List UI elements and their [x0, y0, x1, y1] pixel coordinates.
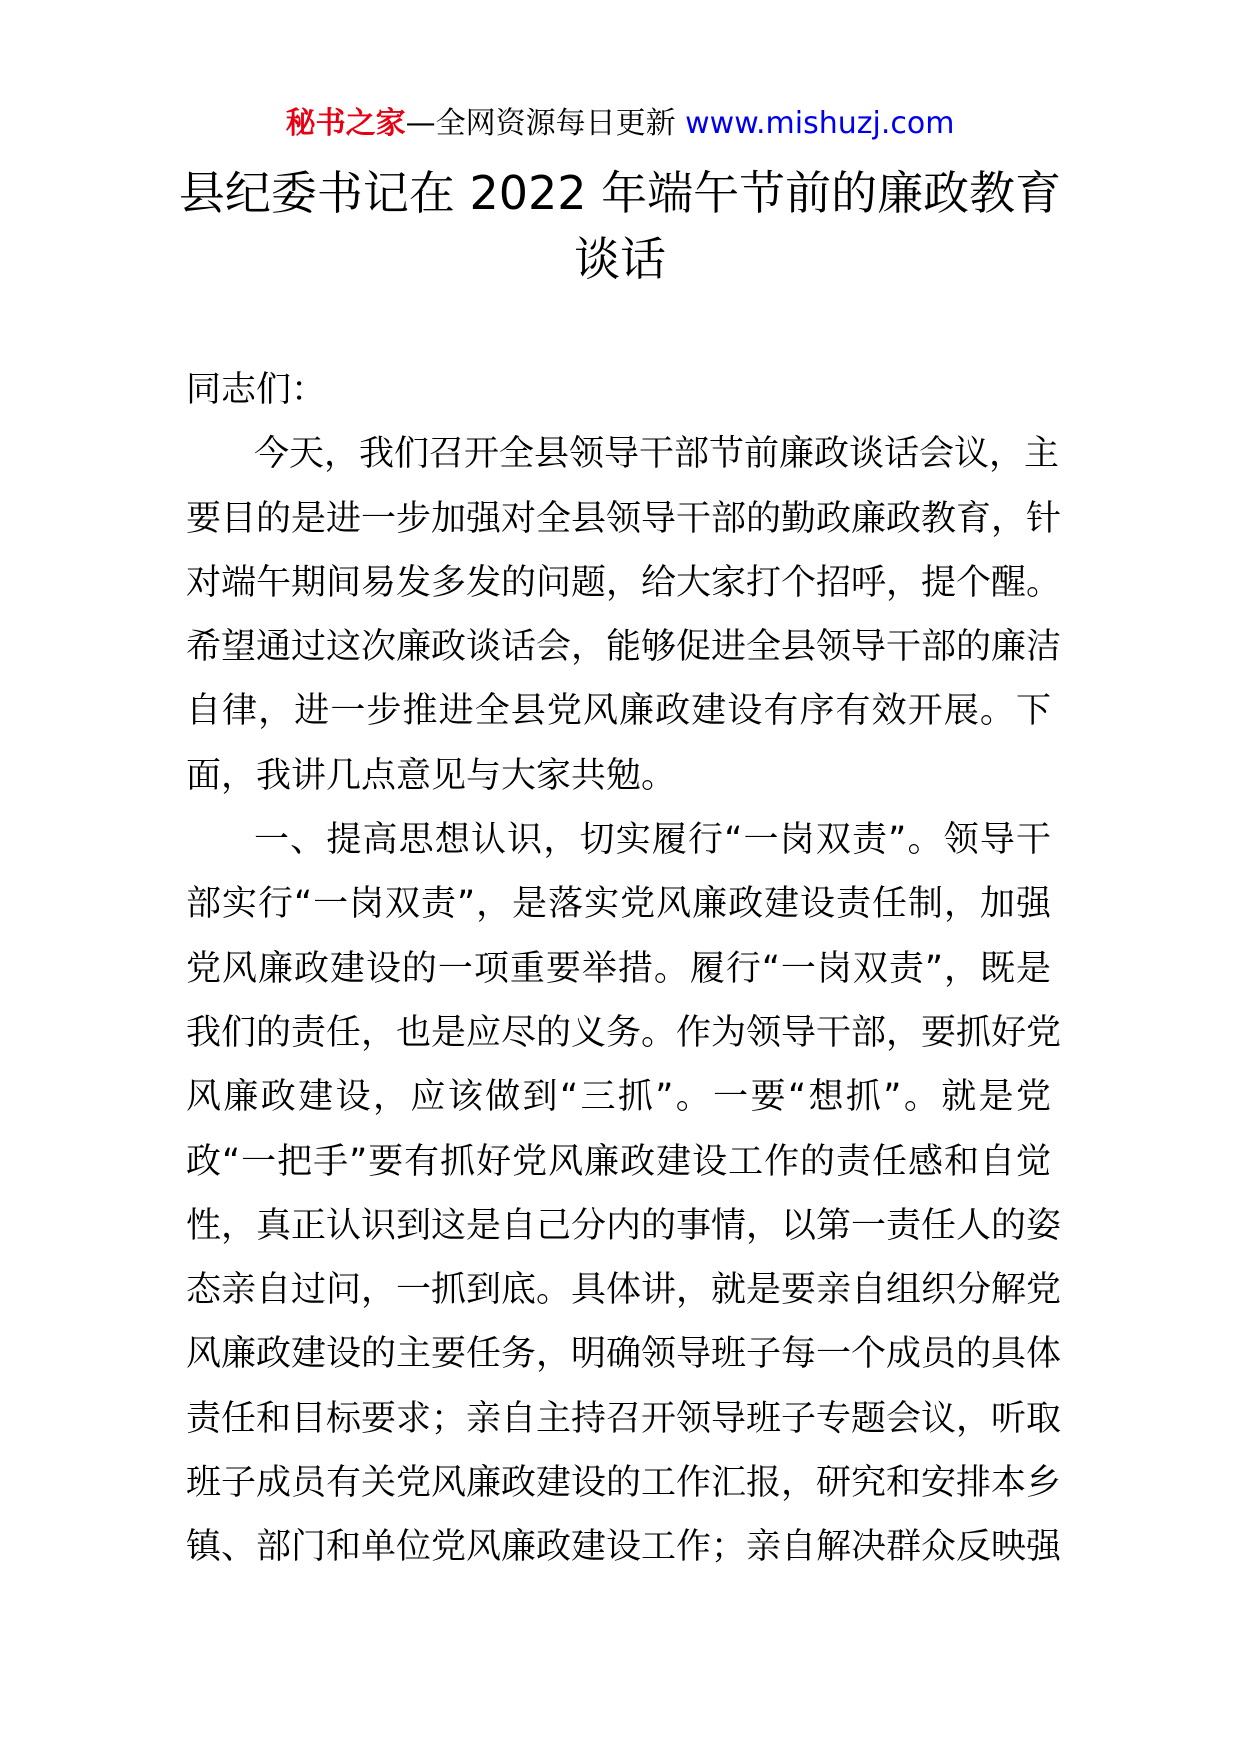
body-line: 今天，我们召开全县领导干部节前廉政谈话会议，主: [254, 434, 1060, 475]
body-line: 责任和目标要求；亲自主持召开领导班子专题会议，听取: [186, 1398, 1062, 1439]
body-line: 性，真正认识到这是自己分内的事情，以第一责任人的姿: [186, 1205, 1062, 1246]
body-line: 风廉政建设，应该做到“三抓”。一要“想抓”。就是党: [186, 1077, 1051, 1118]
site-slogan: —全网资源每日更新: [405, 106, 686, 141]
body-line: 要目的是进一步加强对全县领导干部的勤政廉政教育，针: [186, 498, 1062, 539]
body-line: 党风廉政建设的一项重要举措。履行“一岗双责”，既是: [186, 948, 1051, 989]
site-url-link[interactable]: www.mishuzj.com: [685, 106, 955, 141]
document-title: [160, 160, 1080, 292]
site-brand: 秘书之家: [285, 106, 406, 141]
body-line: 自律，进一步推进全县党风廉政建设有序有效开展。下: [186, 691, 1051, 732]
body-line: 镇、部门和单位党风廉政建设工作；亲自解决群众反映强: [186, 1527, 1062, 1568]
body-line: 对端午期间易发多发的问题，给大家打个招呼，提个醒。: [186, 562, 1062, 603]
document-body: [186, 358, 1062, 1580]
site-header: [0, 102, 1240, 146]
document-title-line-1: 县纪委书记在 2022 年端午节前的廉政教育: [178, 166, 1062, 220]
body-line: 政“一把手”要有抓好党风廉政建设工作的责任感和自觉: [186, 1141, 1051, 1182]
greeting: 同志们：: [186, 370, 327, 410]
body-line: 我们的责任，也是应尽的义务。作为领导干部，要抓好党: [186, 1012, 1062, 1053]
body-line: 班子成员有关党风廉政建设的工作汇报，研究和安排本乡: [186, 1463, 1062, 1504]
body-line: 风廉政建设的主要任务，明确领导班子每一个成员的具体: [186, 1334, 1062, 1375]
document-title-line-2: 谈话: [574, 232, 666, 286]
body-line: 希望通过这次廉政谈话会，能够促进全县领导干部的廉洁: [186, 627, 1062, 668]
body-line: 态亲自过问，一抓到底。具体讲，就是要亲自组织分解党: [186, 1270, 1062, 1311]
body-line: 部实行“一岗双责”，是落实党风廉政建设责任制，加强: [186, 884, 1051, 925]
body-line: 面，我讲几点意见与大家共勉。: [186, 755, 677, 796]
section-heading-line: 一、提高思想认识，切实履行“一岗双责”。领导干: [254, 820, 1051, 861]
